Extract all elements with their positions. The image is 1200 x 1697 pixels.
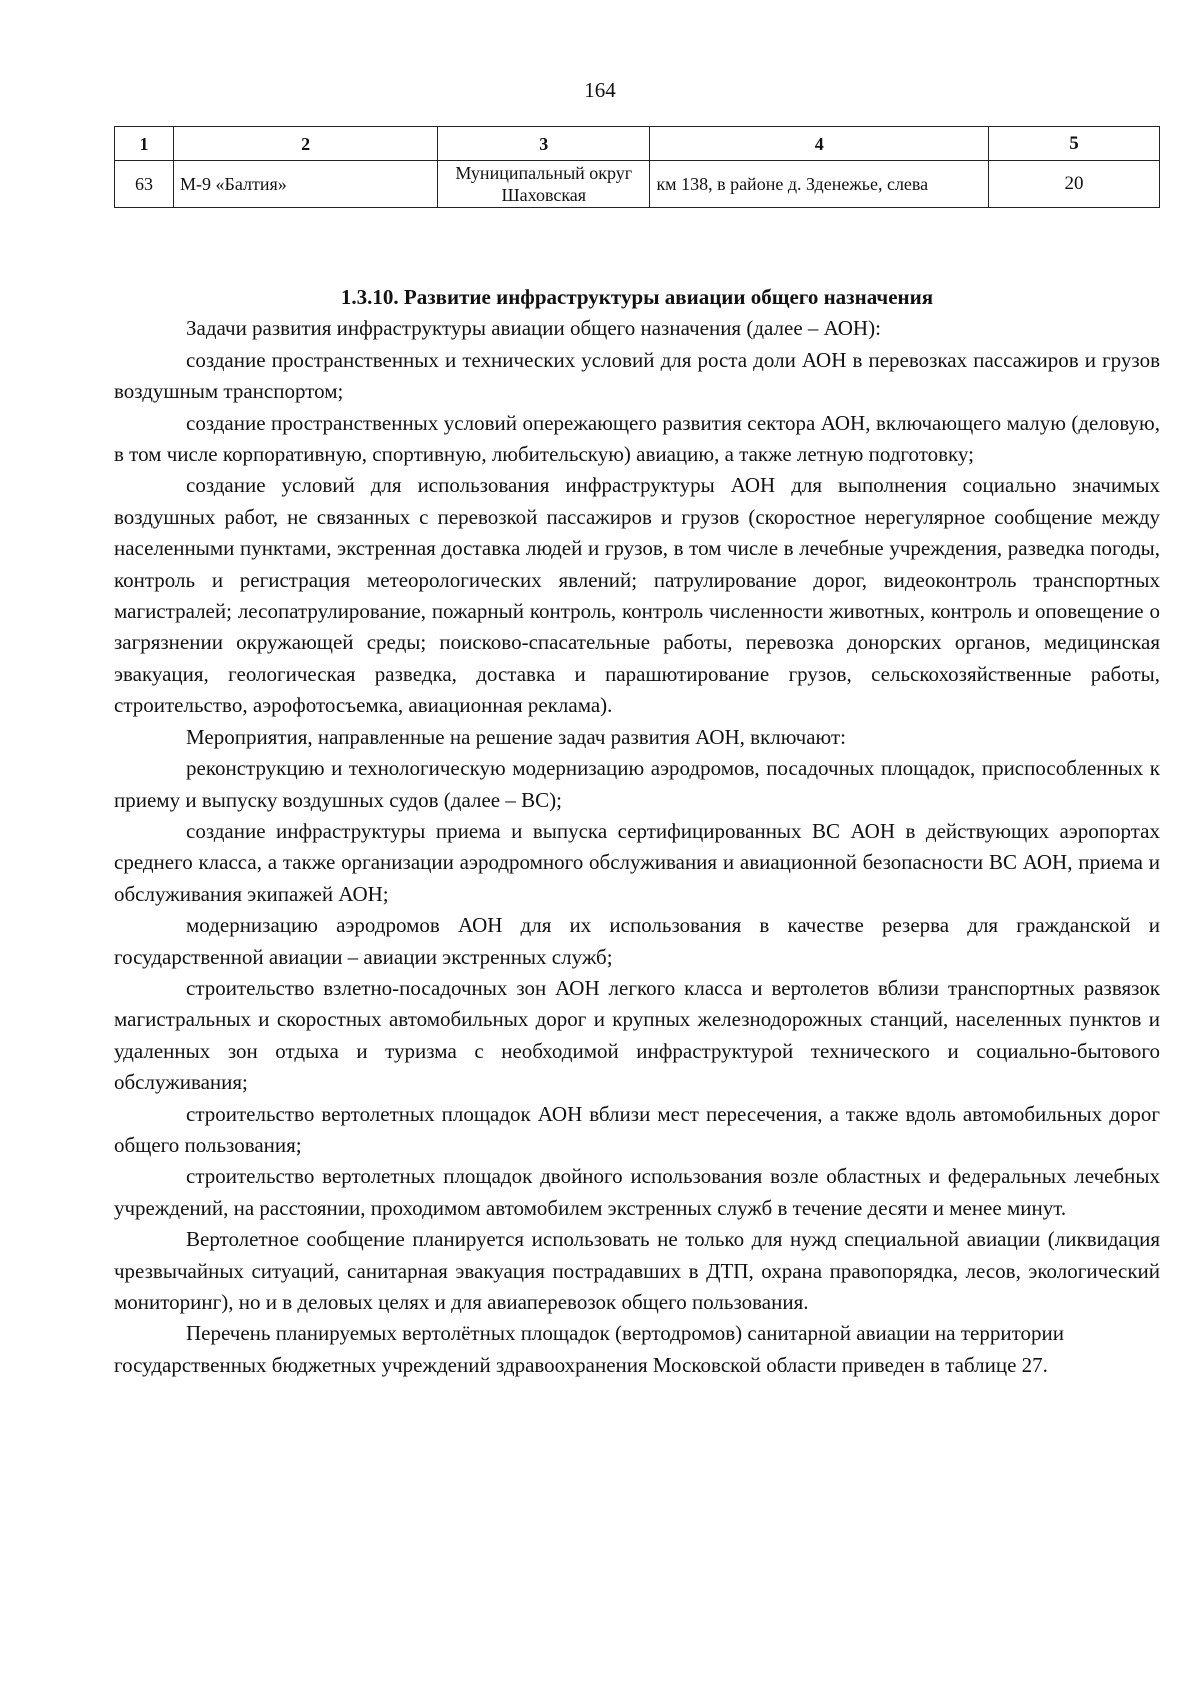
location-cell: км 138, в районе д. Зденежье, слева	[650, 161, 989, 208]
table-header-row	[115, 127, 1160, 161]
paragraph: создание пространственных условий опережающего развития сектора АОН, включающего малую (деловую, в том числе корпоративную, спортивную, любительскую) авиацию, а также летную подготовку;	[114, 410, 1160, 467]
section-heading: 1.3.10. Развитие инфраструктуры авиации общего назначения	[340, 285, 934, 309]
paragraph: Задачи развития инфраструктуры авиации общего назначения (далее – АОН):	[186, 316, 881, 341]
paragraph: строительство взлетно-посадочных зон АОН легкого класса и вертолетов вблизи транспортных развязок магистральных и скоростных автомобильных дорог и крупных железнодорожных станций, населенных пунктов и удаленных зон отдыха и туризма с необходимой инфраструктурой технического и социально-бытового обслуживания;	[114, 975, 1160, 1095]
column-header: 4	[650, 127, 989, 161]
paragraph: Мероприятия, направленные на решение задач развития АОН, включают:	[186, 724, 846, 749]
column-header: 3	[438, 127, 650, 161]
paragraph: создание условий для использования инфраструктуры АОН для выполнения социально значимых воздушных работ, не связанных с перевозкой пассажиров и грузов (скоростное нерегулярное сообщение между населенными пунктами, экстренная доставка людей и грузов, в том числе в лечебные учреждения, разведка погоды, контроль и регистрация метеорологических явлений; патрулирование дорог, видеоконтроль транспортных магистралей; лесопатрулирование, пожарный контроль, контроль численности животных, контроль и оповещение о загрязнении окружающей среды; поисково-спасательные работы, перевозка донорских органов, медицинская эвакуация, геологическая разведка, доставка и парашютирование грузов, сельскохозяйственные работы, строительство, аэрофотосъемка, авиационная реклама).	[114, 473, 1160, 718]
road-cell: М-9 «Балтия»	[174, 161, 438, 208]
continuation-table	[114, 126, 1160, 208]
section-content	[114, 282, 1160, 1381]
paragraph: создание пространственных и технических условий для роста доли АОН в перевозках пассажиров и грузов воздушным транспортом;	[114, 347, 1160, 404]
page-number: 164	[584, 78, 616, 102]
municipality-cell: Муниципальный округ Шаховская	[438, 161, 650, 208]
paragraph: строительство вертолетных площадок АОН вблизи мест пересечения, а также вдоль автомобильных дорог общего пользования;	[114, 1101, 1160, 1157]
row-number-cell: 63	[115, 161, 174, 208]
paragraph: Вертолетное сообщение планируется использовать не только для нужд специальной авиации (ликвидация чрезвычайных ситуаций, санитарная эвакуация пострадавших в ДТП, охрана правопорядка, лесов, экологический мониторинг), но и в деловых целях и для авиаперевозок общего пользования.	[114, 1227, 1160, 1314]
column-header: 5	[989, 127, 1160, 161]
table-row	[115, 161, 1160, 208]
paragraph: Перечень планируемых вертолётных площадок (вертодромов) санитарной авиации на территории государственных бюджетных учреждений здравоохранения Московской области приведен в таблице 27.	[114, 1321, 1064, 1377]
paragraph: создание инфраструктуры приема и выпуска сертифицированных ВС АОН в действующих аэропортах среднего класса, а также организации аэродромного обслуживания и авиационной безопасности ВС АОН, приема и обслуживания экипажей АОН;	[114, 818, 1160, 906]
paragraph: модернизацию аэродромов АОН для их использования в качестве резерва для гражданской и государственной авиации – авиации экстренных служб;	[114, 913, 1160, 969]
column-header: 2	[174, 127, 438, 161]
column-header: 1	[115, 127, 174, 161]
paragraph: строительство вертолетных площадок двойного использования возле областных и федеральных лечебных учреждений, на расстоянии, проходимом автомобилем экстренных служб в течение десяти и менее минут.	[114, 1164, 1160, 1220]
value-cell: 20	[989, 161, 1160, 208]
paragraph: реконструкцию и технологическую модернизацию аэродромов, посадочных площадок, приспособленных к приему и выпуску воздушных судов (далее – ВС);	[114, 756, 1160, 812]
